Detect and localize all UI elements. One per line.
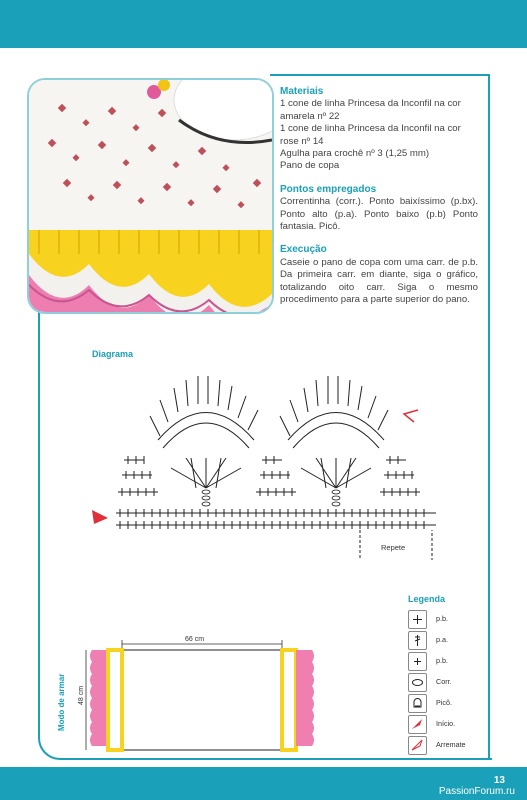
top-header-bar: [0, 0, 527, 48]
material-line: Agulha para crochê nº 3 (1,25 mm): [280, 148, 430, 160]
legend-label: Início.: [436, 719, 456, 728]
legend-item: [408, 631, 488, 649]
crochet-diagram: [88, 360, 448, 560]
picot-icon: [408, 694, 427, 713]
material-line: 1 cone de linha Princesa da Inconfil na cor rose nº 14: [280, 123, 461, 147]
legend-label: p.b.: [436, 656, 448, 665]
legend-label: Arremate: [436, 740, 466, 749]
legend-item: [408, 715, 488, 733]
legend-label: Corr.: [436, 677, 452, 686]
start-arrow-icon: [408, 715, 427, 734]
legend-title: Legenda: [408, 594, 446, 604]
legend-label: p.b.: [436, 614, 448, 623]
assembly-drawing: [60, 630, 320, 755]
frame-top-edge: [270, 74, 490, 76]
stitches-text: Correntinha (corr.). Ponto baixíssimo (p.bx). Ponto alto (p.a). Ponto baixo (p.b) Ponto fantasia. Picô.: [280, 196, 478, 233]
legend-item: [408, 673, 488, 691]
frame-right-edge: [488, 74, 490, 758]
execution-text: Caseie o pano de copa com uma carr. de p.b. Da primeira carr. em diante, siga o gráfico, totalizando oito carr. Siga o mesmo procedimento para a parte superior do pano.: [280, 256, 478, 306]
watermark-text: PassionForum.ru: [438, 786, 515, 797]
execution-heading: Execução: [280, 244, 327, 256]
instructions-column: [280, 86, 478, 307]
diagram-title: Diagrama: [92, 349, 134, 359]
repeat-label: Repete: [381, 543, 406, 552]
assembly-width: 66 cm: [185, 636, 205, 643]
chain-oval-icon: [408, 673, 427, 692]
product-photo: [27, 78, 274, 314]
legend-item: [408, 694, 488, 712]
plus-icon: [408, 652, 427, 671]
legend-label: p.a.: [436, 635, 448, 644]
page-number: 13: [493, 775, 505, 786]
plus-icon: [408, 610, 427, 629]
legend-label: Picô.: [436, 698, 452, 707]
legend-item: [408, 736, 488, 754]
finish-arrow-icon: [408, 736, 427, 755]
assembly-height: 48 cm: [78, 685, 85, 705]
assembly-label: Modo de armar: [57, 673, 66, 731]
tall-stitch-icon: [408, 631, 427, 650]
material-line: Pano de copa: [280, 160, 340, 172]
material-line: 1 cone de linha Princesa da Inconfil na cor amarela nº 22: [280, 98, 461, 122]
materials-heading: Materiais: [280, 86, 324, 97]
stitches-heading: Pontos empregados: [280, 183, 377, 195]
legend-item: [408, 610, 488, 628]
legend-item: [408, 652, 488, 670]
